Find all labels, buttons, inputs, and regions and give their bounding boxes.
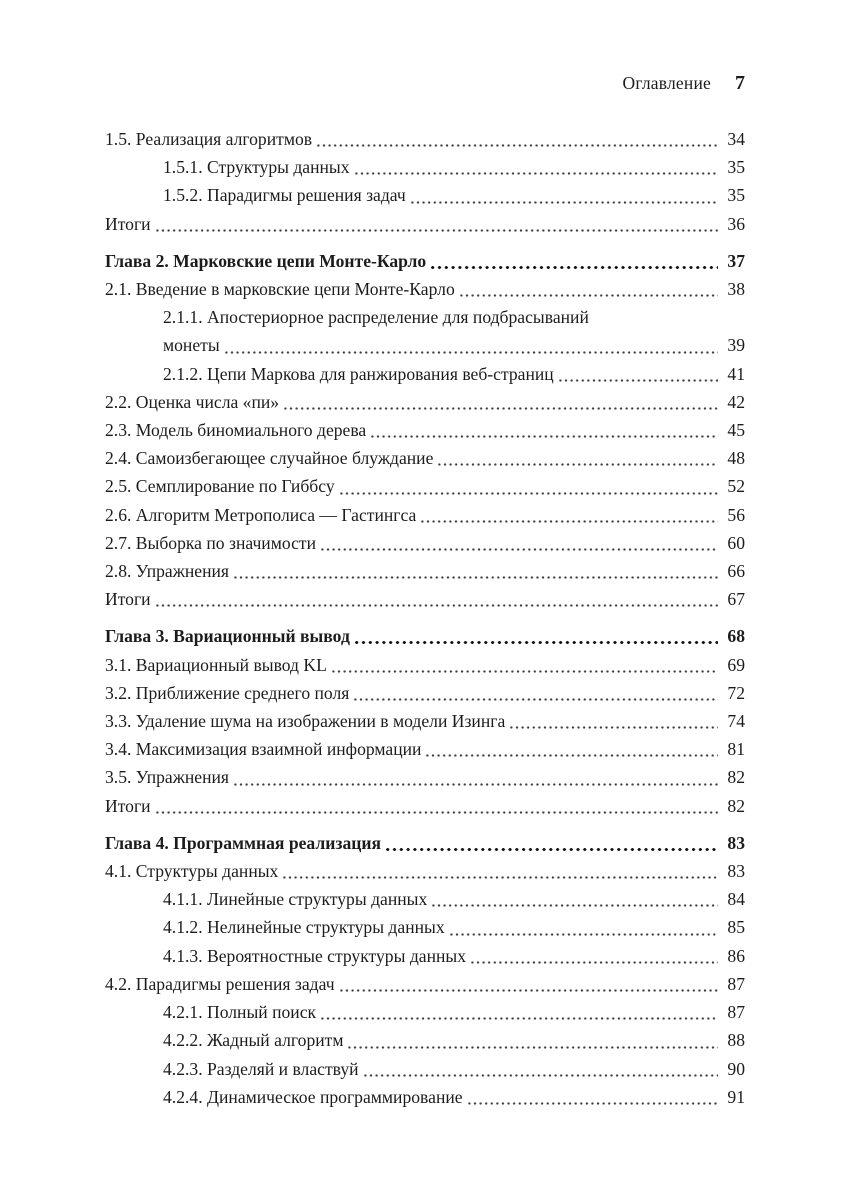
toc-entry-page: 48 (727, 448, 745, 469)
toc-entry (105, 181, 745, 209)
toc-entry-page: 41 (727, 363, 745, 384)
toc-entry (105, 829, 745, 857)
dot-leader (234, 557, 718, 585)
toc-entry-title: Глава 3. Вариационный вывод (105, 626, 350, 647)
toc-entry-leader-line (105, 529, 745, 557)
toc-entry-page: 91 (727, 1086, 745, 1107)
toc-entry (105, 360, 745, 388)
toc-entry-title: 2.6. Алгоритм Метрополиса — Гастингса (105, 504, 417, 525)
toc-entry-leader-line (163, 181, 745, 209)
toc-entry-leader-line (105, 472, 745, 500)
toc-entry-page: 66 (727, 561, 745, 582)
toc-entry-page: 35 (727, 157, 745, 178)
toc-entry (105, 913, 745, 941)
toc-entry-title: Итоги (105, 795, 151, 816)
toc-entry-page: 72 (727, 682, 745, 703)
toc-entry-leader-line (105, 792, 745, 820)
dot-leader (426, 735, 718, 763)
toc-entry (105, 153, 745, 181)
toc-entry-title: 4.1.2. Нелинейные структуры данных (163, 917, 445, 938)
toc-entry-title: 4.1.3. Вероятностные структуры данных (163, 945, 467, 966)
toc-entry-page: 37 (727, 250, 745, 271)
toc-entry-leader-line (105, 679, 745, 707)
toc-entry (105, 970, 745, 998)
toc-entry (105, 885, 745, 913)
dot-leader (431, 247, 718, 275)
dot-leader (421, 501, 718, 529)
dot-leader (386, 829, 718, 857)
toc-entry-title: 3.1. Вариационный вывод KL (105, 654, 327, 675)
dot-leader (340, 472, 718, 500)
toc-entry-leader-line (105, 416, 745, 444)
toc-entry-leader-line (105, 275, 745, 303)
toc-entry-page: 86 (727, 945, 745, 966)
toc-entry-page: 35 (727, 185, 745, 206)
dot-leader (156, 210, 718, 238)
toc-entry-title: 4.2.3. Разделяй и властвуй (163, 1058, 359, 1079)
toc-entry-page: 81 (727, 739, 745, 760)
toc-entry-leader-line (105, 970, 745, 998)
toc-entry-page: 45 (727, 420, 745, 441)
toc-entry-page: 82 (727, 767, 745, 788)
toc-entry-title: 4.2.1. Полный поиск (163, 1002, 317, 1023)
toc-entry (105, 735, 745, 763)
toc-entry-title: 2.3. Модель биномиального дерева (105, 420, 367, 441)
toc-entry-page: 90 (727, 1058, 745, 1079)
toc-entry-title: 1.5.1. Структуры данных (163, 157, 350, 178)
toc-entry-leader-line (163, 998, 745, 1026)
toc-entry (105, 125, 745, 153)
toc-entry-page: 34 (727, 129, 745, 149)
toc-entry-page: 87 (727, 1002, 745, 1023)
toc-entry (105, 585, 745, 613)
dot-leader (317, 125, 718, 153)
dot-leader (332, 651, 718, 679)
toc-entry (105, 501, 745, 529)
toc-entry-title: Итоги (105, 589, 151, 610)
toc-entry-leader-line (163, 885, 745, 913)
toc-entry-leader-line (105, 247, 745, 275)
toc-entry-leader-line (163, 942, 745, 970)
toc-entry-leader-line (105, 857, 745, 885)
toc-entry-page: 42 (727, 391, 745, 412)
toc-entry-page: 67 (727, 589, 745, 610)
toc-entry (105, 247, 745, 275)
toc-entry (105, 472, 745, 500)
toc-entry-leader-line (163, 153, 745, 181)
toc-entry-leader-line (105, 557, 745, 585)
toc-entry-leader-line (163, 360, 745, 388)
toc-entry-leader-line (105, 388, 745, 416)
toc-entry (105, 557, 745, 585)
toc-entry-leader-line (163, 1083, 745, 1111)
dot-leader (355, 153, 718, 181)
dot-leader (340, 970, 718, 998)
toc-entry-title: 4.1. Структуры данных (105, 861, 279, 882)
toc-entry-title: 2.7. Выборка по значимости (105, 532, 317, 553)
toc-entry-page: 84 (727, 889, 745, 910)
toc-entry (105, 707, 745, 735)
toc-entry-leader-line (163, 1055, 745, 1083)
dot-leader (468, 1083, 718, 1111)
toc-entry (105, 275, 745, 303)
toc-entry-page: 52 (727, 476, 745, 497)
toc-entry-title: Итоги (105, 213, 151, 234)
dot-leader (411, 181, 718, 209)
dot-leader (321, 998, 718, 1026)
dot-leader (225, 331, 718, 359)
toc-entry-wrap-line: 2.1.1. Апостериорное распределение для подбрасываний (163, 307, 589, 328)
toc-entry-leader-line (105, 763, 745, 791)
dot-leader (438, 444, 718, 472)
toc-entry-title: 2.4. Самоизбегающее случайное блуждание (105, 448, 434, 469)
toc-entry-leader-line (105, 622, 745, 650)
toc-entry-leader-line (163, 331, 745, 359)
toc-entry (105, 651, 745, 679)
toc-entry-title: 3.2. Приближение среднего поля (105, 682, 350, 703)
toc-entry-page: 87 (727, 973, 745, 994)
toc-entry-leader-line (105, 501, 745, 529)
toc-entry-leader-line (105, 210, 745, 238)
dot-leader (371, 416, 718, 444)
toc-entry-page: 82 (727, 795, 745, 816)
toc-entry-page: 83 (727, 861, 745, 882)
toc-entry-page: 56 (727, 504, 745, 525)
dot-leader (364, 1055, 718, 1083)
toc-entry-page: 38 (727, 279, 745, 300)
toc-entry-leader-line (163, 1026, 745, 1054)
dot-leader (510, 707, 718, 735)
toc-entry-page: 85 (727, 917, 745, 938)
dot-leader (234, 763, 718, 791)
page-number: 7 (735, 72, 745, 94)
toc-entry (105, 942, 745, 970)
toc-entry-title: 2.1. Введение в марковские цепи Монте-Карло (105, 279, 455, 300)
toc-list (105, 125, 745, 1111)
toc-entry-leader-line (105, 829, 745, 857)
toc-entry-title: 4.2.4. Динамическое программирование (163, 1086, 463, 1107)
toc-entry (105, 792, 745, 820)
toc-entry-title: 2.5. Семплирование по Гиббсу (105, 476, 335, 497)
dot-leader (432, 885, 718, 913)
toc-entry-title: Глава 4. Программная реализация (105, 832, 382, 853)
toc-entry-title: 4.2. Парадигмы решения задач (105, 973, 335, 994)
toc-entry-title: 2.8. Упражнения (105, 561, 230, 582)
toc-entry-leader-line (163, 913, 745, 941)
dot-leader (156, 792, 718, 820)
toc-entry-title: 4.2.2. Жадный алгоритм (163, 1030, 344, 1051)
toc-entry-title: 1.5. Реализация алгоритмов (105, 129, 313, 149)
toc-entry (105, 1083, 745, 1111)
dot-leader (321, 529, 718, 557)
toc-entry (105, 622, 745, 650)
toc-entry-title: Глава 2. Марковские цепи Монте-Карло (105, 250, 427, 271)
toc-entry-page: 39 (727, 335, 745, 356)
toc-entry (105, 1055, 745, 1083)
toc-entry (105, 416, 745, 444)
toc-entry-page: 36 (727, 213, 745, 234)
toc-entry (105, 444, 745, 472)
toc-entry-title: 2.2. Оценка числа «пи» (105, 391, 280, 412)
toc-entry-page: 69 (727, 654, 745, 675)
toc-entry-leader-line (105, 707, 745, 735)
toc-entry-title: 3.3. Удаление шума на изображении в модели Изинга (105, 711, 506, 732)
dot-leader (284, 388, 718, 416)
dot-leader (559, 360, 718, 388)
toc-entry-leader-line (105, 444, 745, 472)
toc-entry-title: 3.5. Упражнения (105, 767, 230, 788)
toc-entry (105, 857, 745, 885)
toc-entry-leader-line (105, 651, 745, 679)
page-title: Оглавление (622, 73, 711, 93)
toc-entry (105, 388, 745, 416)
toc-entry-title: 4.1.1. Линейные структуры данных (163, 889, 428, 910)
dot-leader (450, 913, 718, 941)
toc-entry (105, 529, 745, 557)
toc-entry-page: 74 (727, 711, 745, 732)
toc-entry-page: 88 (727, 1030, 745, 1051)
toc-entry (105, 763, 745, 791)
toc-entry (105, 1026, 745, 1054)
toc-entry-page: 83 (727, 832, 745, 853)
dot-leader (460, 275, 718, 303)
toc-entry (105, 679, 745, 707)
toc-entry-title: 3.4. Максимизация взаимной информации (105, 739, 422, 760)
dot-leader (283, 857, 718, 885)
toc-entry-page: 68 (727, 626, 745, 647)
page-header (105, 72, 745, 95)
toc-entry-title: монеты (163, 335, 220, 356)
toc-entry (105, 303, 745, 359)
toc-entry (105, 210, 745, 238)
toc-entry (105, 998, 745, 1026)
dot-leader (354, 679, 718, 707)
toc-entry-title: 1.5.2. Парадигмы решения задач (163, 185, 406, 206)
toc-entry-leader-line (105, 125, 745, 153)
toc-entry-page: 60 (727, 532, 745, 553)
dot-leader (348, 1026, 718, 1054)
toc-entry-leader-line (105, 735, 745, 763)
toc-entry-leader-line (105, 585, 745, 613)
dot-leader (156, 585, 718, 613)
dot-leader (355, 622, 718, 650)
dot-leader (471, 942, 718, 970)
toc-entry-title: 2.1.2. Цепи Маркова для ранжирования веб-страниц (163, 363, 554, 384)
